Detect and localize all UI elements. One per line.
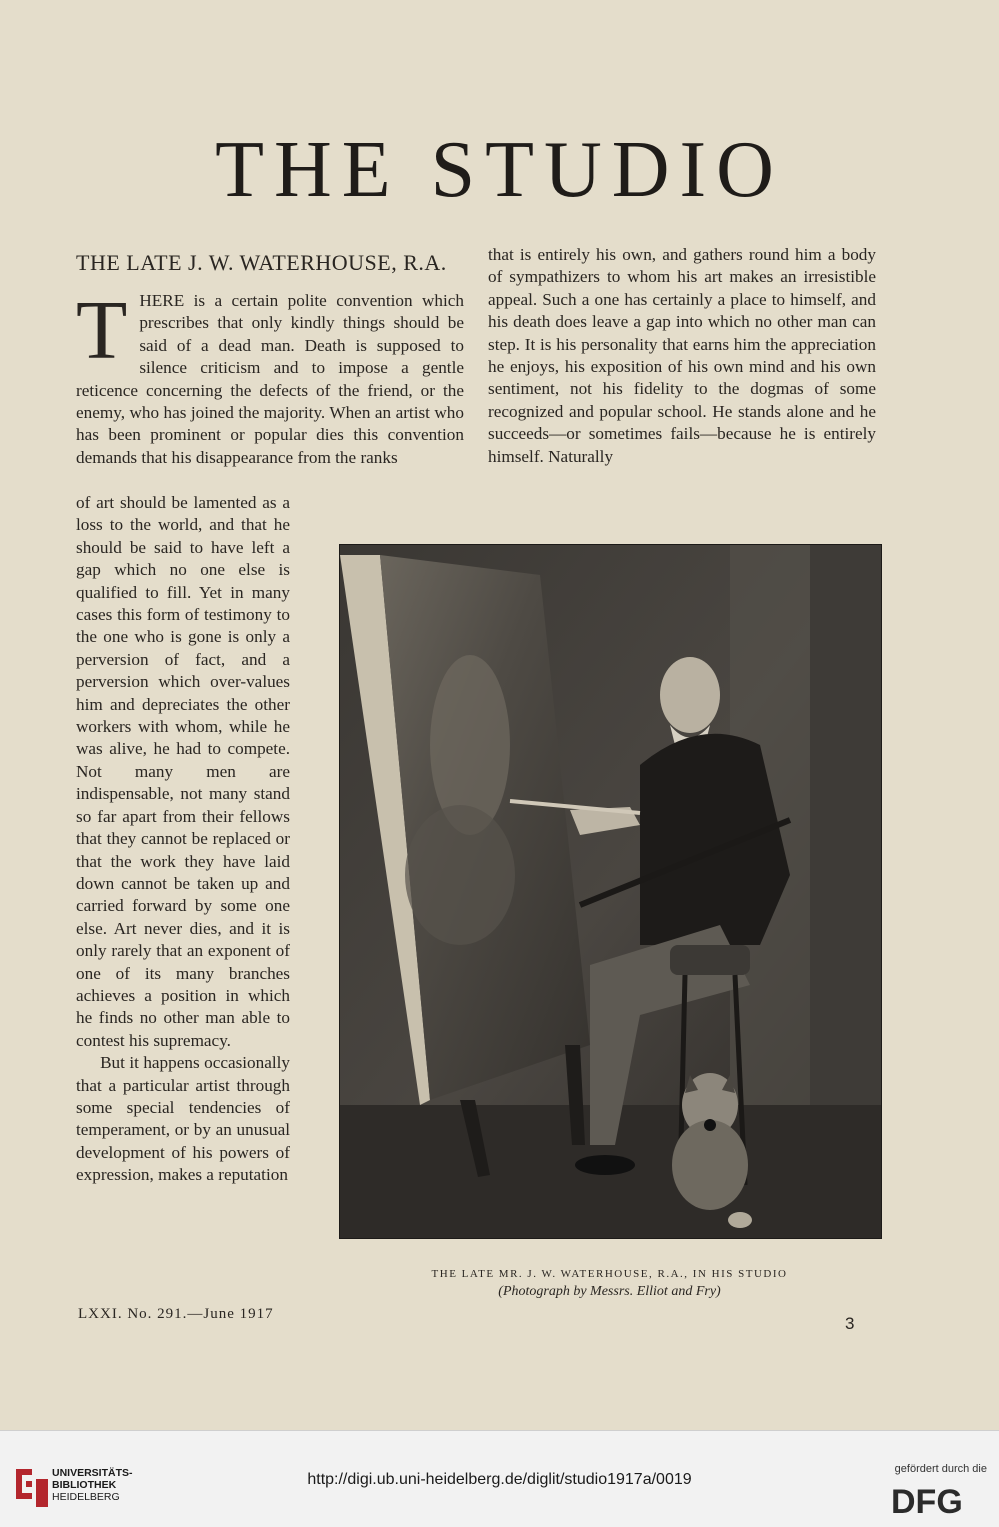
paragraph-1-part-2: of art should be lamented as a loss to the world, and that he should be said to have left a gap which no one else is qualified to fill. Yet in many cases this form of testimony to the one who is gone is only a perversion of fact, and a perversion which over-values him and depreciates the other workers with whom, while he was alive, he had to compete. Not many men are indispensable, not many stand so far apart from their fellows that they cannot be replaced or that the work they have laid down cannot be taken up and carried forward by some one else. Art never dies, and it is only rarely that an exponent of one of its many branches achieves a position in which he finds no other man able to contest his supremacy. (76, 493, 290, 1050)
photograph-illustration (340, 545, 881, 1238)
dfg-logo-text: DFG (891, 1483, 963, 1517)
library-name: UNIVERSITÄTS- BIBLIOTHEK HEIDELBERG (52, 1467, 133, 1503)
article-column-left (76, 284, 464, 469)
article-title: THE LATE J. W. WATERHOUSE, R.A. (76, 250, 447, 275)
caption-text: THE LATE MR. J. W. WATERHOUSE, R.A., IN HIS STUDIO (431, 1268, 788, 1280)
paragraph-1-part-1: HERE is a certain polite convention which prescribes that only kindly things should be said of a dead man. Death is supposed to silence criticism and to impose a gentle reticence concerning the defects of the friend, or the enemy, who has joined the majority. When an artist who has been prominent or popular dies this convention demands that his disappearance from the ranks (76, 291, 464, 467)
studio-photograph (339, 544, 882, 1239)
paragraph-2: But it happens occasionally that a particular artist through some special tendencies of temperament, or by an unusual development of his powers of expression, makes a reputation (76, 1053, 290, 1185)
page-number: 3 (845, 1314, 855, 1333)
photo-caption (339, 1268, 880, 1300)
article-column-right: that is entirely his own, and gathers round him a body of sympathizers to whom his art makes an irresistible appeal. Such a one has certainly a place to himself, and his death does leave a gap into which no other man can step. It is his personality that earns him the appreciation he enjoys, his exposition of his own mind and his own sentiment, not his fidelity to the dogmas of some recognized and popular school. He stands alone and he succeeds—or sometimes fails—because he is entirely himself. Naturally (488, 245, 876, 466)
dfg-logo-icon (891, 1483, 987, 1517)
masthead: THE STUDIO (215, 126, 784, 214)
digitization-footer (0, 1430, 999, 1527)
volume-line: LXXI. No. 291.—June 1917 (78, 1306, 274, 1322)
article-column-narrow (76, 492, 290, 1187)
source-url-link[interactable]: http://digi.ub.uni-heidelberg.de/diglit/studio1917a/0019 (307, 1471, 692, 1488)
drop-cap: T (76, 284, 128, 377)
funded-by-label: gefördert durch die (894, 1463, 987, 1475)
caption-credit: (Photograph by Messrs. Elliot and Fry) (498, 1284, 721, 1299)
